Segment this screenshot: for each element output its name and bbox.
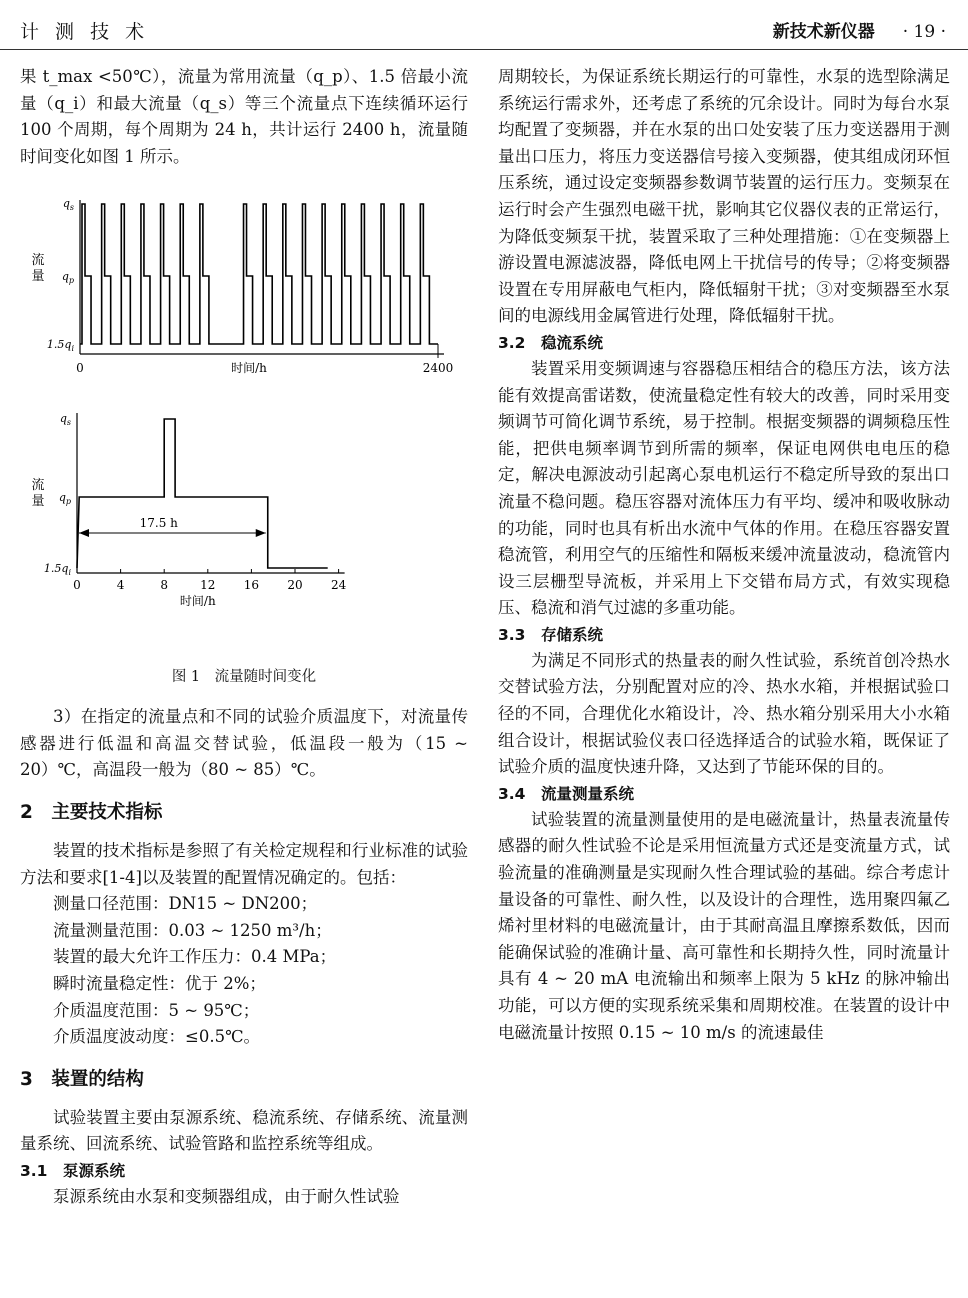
section-title: 新技术新仪器 (772, 22, 875, 42)
paragraph: 3）在指定的流量点和不同的试验介质温度下，对流量传感器进行低温和高温交替试验，低温段一般为（15 ~ 20）℃，高温段一般为（80 ~ 85）℃。 (20, 707, 468, 780)
list-item: 介质温度波动度：≤0.5℃。 (53, 1027, 261, 1047)
list-item: 流量测量范围：0.03 ~ 1250 m³/h； (53, 920, 332, 940)
x-tick-label: 8 (160, 577, 169, 592)
x-tick-label: 24 (330, 577, 347, 592)
left-column (20, 64, 468, 1210)
y-tick-label: $1.5q_i$ (46, 338, 74, 354)
x-tick-label: 0 (73, 577, 81, 592)
section-heading: 3 装置的结构 (20, 1068, 144, 1090)
arrow-head-right (256, 529, 266, 537)
right-column (498, 64, 950, 1046)
page-number: · 19 · (902, 22, 946, 42)
x-axis-label: 时间/h (231, 361, 267, 376)
chart-daily-flow (20, 403, 468, 643)
paragraph: 泵源系统由水泵和变频器组成，由于耐久性试验 (53, 1186, 400, 1206)
paragraph: 试验装置主要由泵源系统、稳流系统、存储系统、流量测量系统、回流系统、试验管路和监控系统等组成。 (20, 1107, 468, 1154)
y-tick-label: $q_p$ (58, 490, 71, 506)
figure-1 (20, 182, 468, 690)
subsection-heading: 3.1 泵源系统 (20, 1161, 125, 1180)
paragraph: 试验装置的流量测量使用的是电磁流量计，热量表流量传感器的耐久性试验不论是采用恒流量方式还是变流量方式，试验流量的准确测量是实现耐久性合理试验的基础。综合考虑计量设备的可靠性、耐久性，以及设计的合理性，选用聚四氟乙烯衬里材料的电磁流量计，由于其耐高温且摩擦系数低，因而能确保试验的准确计量、高可靠性和长期持久性，同时流量计具有 4 ~ 20 mA 电流输出和频率上限为 5 kHz 的脉冲输出功能，可以方便的实现系统采集和周期校准。在装置的设计中电磁流量计按照 0.15 ~ 10 m/s 的流速最佳 (498, 809, 950, 1042)
y-axis-label: 量 (31, 269, 45, 285)
paragraph: 装置采用变频调速与容器稳压相结合的稳压方法，该方法能有效提高雷诺数，使流量稳定性有较大的改善，同时采用变频调节可简化调节系统，易于控制。根据变频器的调频稳压性能，把供电频率调节到所需的频率，保证电网供电电压的稳定，解决电源波动引起离心泵电机运行不稳定所导致的泵出口流量不稳问题。稳压容器对流体压力有平均、缓冲和吸收脉动的功能，同时也具有析出水流中气体的作用。在稳压容器安置稳流管，利用空气的压缩性和隔板来缓冲流量波动，稳流管内设三层栅型导流板，并采用上下交错布局方式，有效实现稳压、稳流和消气过滤的多重功能。 (498, 358, 950, 618)
page-header (0, 0, 968, 50)
x-tick-label: 20 (287, 577, 303, 592)
y-tick-label: $q_s$ (62, 197, 74, 213)
x-tick-label: 12 (200, 577, 216, 592)
y-axis-label: 流 (31, 477, 45, 493)
journal-name: 计 测 技 术 (20, 21, 150, 43)
paragraph: 果 t_max <50℃），流量为常用流量（q_p）、1.5 倍最小流量（q_i）和最大流量（q_s）等三个流量点下连续循环运行 100 个周期，每个周期为 24 h，共计运行 2400 h，流量随时间变化如图 1 所示。 (20, 67, 468, 166)
list-item: 介质温度范围：5 ~ 95℃； (53, 1000, 260, 1020)
x-axis-label: 时间/h (179, 593, 216, 608)
y-tick-label: $1.5q_i$ (43, 561, 71, 577)
list-item: 测量口径范围：DN15 ~ DN200； (53, 894, 318, 914)
subsection-heading: 3.3 存储系统 (498, 625, 603, 644)
x-tick-label: 2400 (422, 361, 454, 376)
paragraph: 装置的技术指标是参照了有关检定规程和行业标准的试验方法和要求[1-4]以及装置的配置情况确定的。包括： (20, 840, 468, 887)
y-axis-label: 量 (31, 493, 45, 509)
series-line (77, 419, 328, 568)
x-tick-label: 4 (116, 577, 125, 592)
figure-caption: 图 1 流量随时间变化 (171, 668, 317, 685)
y-tick-label: $q_s$ (59, 411, 71, 427)
arrow-head-left (79, 529, 89, 537)
annotation-label: 17.5 h (139, 515, 178, 530)
x-tick-label: 0 (76, 361, 84, 376)
section-heading: 2 主要技术指标 (20, 801, 163, 823)
paragraph: 为满足不同形式的热量表的耐久性试验，系统首创冷热水交替试验方法，分别配置对应的冷、热水水箱，并根据试验口径的不同，合理优化水箱设计，冷、热水箱分别采用大小水箱组合设计，根据试验仪表口径选择适合的试验水箱，既保证了试验介质的温度快速升降，又达到了节能环保的目的。 (498, 650, 950, 777)
subsection-heading: 3.4 流量测量系统 (498, 784, 634, 803)
list-item: 瞬时流量稳定性：优于 2%； (53, 973, 266, 993)
header-rule (0, 49, 968, 50)
chart-periodic-flow (20, 182, 468, 392)
paragraph: 周期较长，为保证系统长期运行的可靠性，水泵的选型除满足系统运行需求外，还考虑了系统的冗余设计。同时为每台水泵均配置了变频器，并在水泵的出口处安装了压力变送器用于测量出口压力，将压力变送器信号接入变频器，使其组成闭环恒压系统，通过设定变频器参数调节装置的运行压力。变频泵在运行时会产生强烈电磁干扰，影响其它仪器仪表的正常运行，为降低变频泵干扰，装置采取了三种处理措施：①在变频器上游设置电源滤波器，降低电网上干扰信号的传导；②将变频器设置在专用屏蔽电气柜内，降低辐射干扰；③对变频器至水泵间的电源线用金属管进行处理，降低辐射干扰。 (498, 67, 950, 326)
y-tick-label: $q_p$ (61, 270, 74, 286)
header-right (773, 17, 946, 42)
x-tick-label: 16 (243, 577, 260, 592)
list-item: 装置的最大允许工作压力：0.4 MPa； (53, 947, 337, 967)
subsection-heading: 3.2 稳流系统 (498, 333, 603, 352)
series-line (80, 204, 438, 344)
spec-list (20, 891, 468, 1051)
y-axis-label: 流 (31, 253, 45, 269)
